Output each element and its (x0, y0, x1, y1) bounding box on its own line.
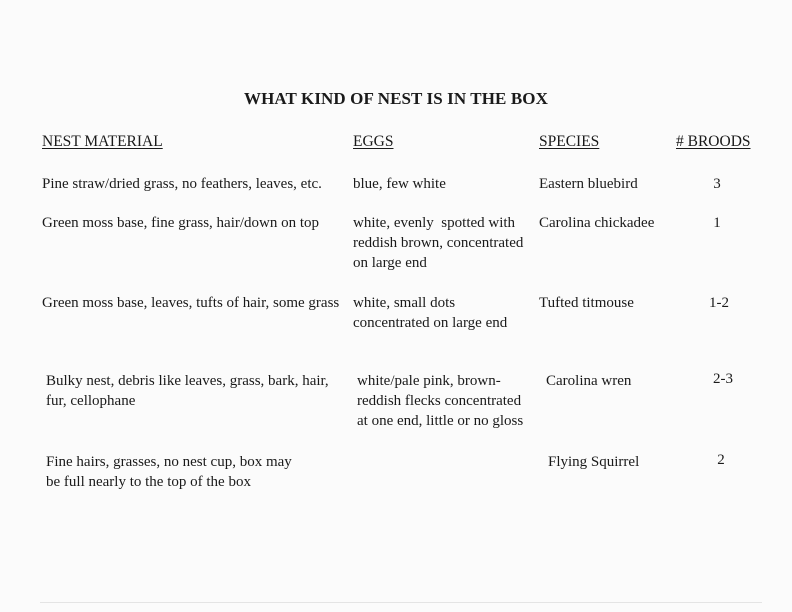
eggs-cell (353, 293, 507, 333)
broods-cell: 3 (713, 176, 721, 192)
header-nest-material: NEST MATERIAL (42, 133, 163, 150)
text-line: reddish brown, concentrated (353, 235, 524, 251)
text-line: Pine straw/dried grass, no feathers, leaves, etc. (42, 176, 322, 192)
page-title: WHAT KIND OF NEST IS IN THE BOX (244, 89, 548, 108)
nest-material-cell (42, 174, 322, 194)
text-line: white, small dots (353, 295, 456, 311)
text-line: fur, cellophane (46, 393, 136, 409)
broods-cell: 1 (713, 215, 721, 231)
eggs-cell (353, 213, 523, 273)
text-line: on large end (353, 255, 427, 271)
nest-material-cell (42, 293, 339, 313)
text-line: white/pale pink, brown- (357, 373, 501, 389)
header-broods: # BROODS (676, 133, 751, 150)
text-line: concentrated on large end (353, 315, 508, 331)
text-line: at one end, little or no gloss (357, 413, 524, 429)
header-eggs: EGGS (353, 133, 394, 150)
text-line: Green moss base, leaves, tufts of hair, some grass (42, 295, 340, 311)
eggs-cell (353, 174, 446, 194)
nest-material-cell (46, 452, 292, 492)
text-line: be full nearly to the top of the box (46, 474, 251, 490)
bottom-edge-line (40, 602, 762, 603)
eggs-cell (357, 371, 523, 431)
text-line: white, evenly spotted with (353, 215, 516, 231)
text-line: blue, few white (353, 176, 446, 192)
text-line: Green moss base, fine grass, hair/down on top (42, 215, 320, 231)
species-cell: Eastern bluebird (539, 176, 638, 192)
broods-cell: 1-2 (709, 295, 729, 311)
text-line: Bulky nest, debris like leaves, grass, bark, hair, (46, 373, 329, 389)
nest-material-cell (46, 371, 329, 411)
species-cell: Tufted titmouse (539, 295, 634, 311)
header-species: SPECIES (539, 133, 600, 150)
text-line: Fine hairs, grasses, no nest cup, box may (46, 454, 292, 470)
nest-material-cell (42, 213, 319, 233)
species-cell: Carolina chickadee (539, 215, 655, 231)
species-cell: Flying Squirrel (548, 454, 640, 470)
species-cell: Carolina wren (546, 373, 632, 389)
text-line: reddish flecks concentrated (357, 393, 522, 409)
broods-cell: 2-3 (713, 371, 733, 387)
broods-cell: 2 (717, 452, 725, 468)
